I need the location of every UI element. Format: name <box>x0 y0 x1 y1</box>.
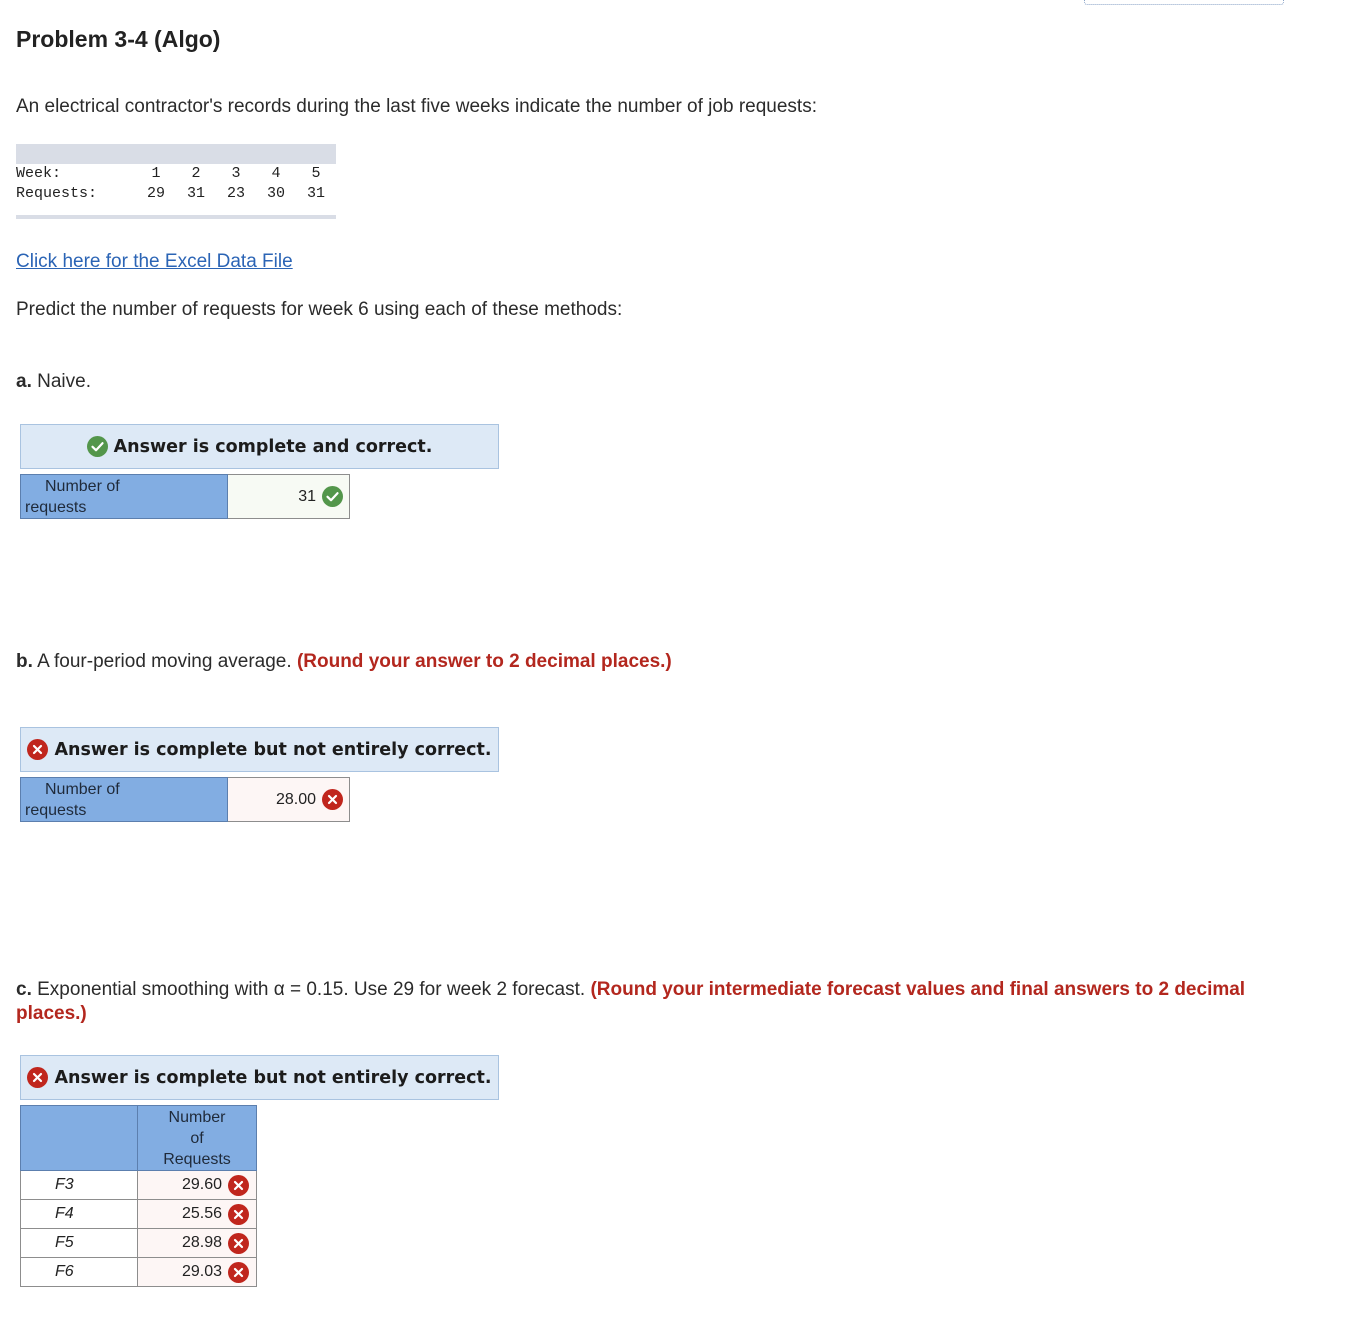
part-a-answer-value: 31 <box>298 487 316 505</box>
x-icon <box>27 739 48 760</box>
forecast-label: F4 <box>21 1200 138 1229</box>
x-icon <box>228 1233 249 1254</box>
table-row <box>21 1171 257 1200</box>
x-icon <box>27 1067 48 1088</box>
part-a-text: Naive. <box>31 371 91 392</box>
part-a-answer-row <box>20 474 350 519</box>
problem-intro: An electrical contractor's records during the last five weeks indicate the number of job requests: <box>16 96 817 117</box>
table-row <box>21 1200 257 1229</box>
part-a-question <box>16 370 91 394</box>
part-b-answer-input[interactable] <box>228 777 350 822</box>
page-title: Problem 3-4 (Algo) <box>16 26 221 52</box>
part-a-answer-label <box>20 474 228 519</box>
label-line-1: Number of <box>45 781 120 798</box>
week-cell: 3 <box>231 165 241 182</box>
check-icon <box>322 486 343 507</box>
label-line-2: requests <box>25 802 87 819</box>
week-row <box>16 164 336 184</box>
x-icon <box>228 1204 249 1225</box>
part-c-text: Exponential smoothing with α = 0.15. Use 29 for week 2 forecast. <box>31 979 591 1000</box>
part-b-result-banner <box>20 727 499 772</box>
label-line-1: Number of <box>45 478 120 495</box>
forecast-input[interactable] <box>138 1200 257 1229</box>
header-line-1: Number <box>168 1108 226 1126</box>
forecast-label: F3 <box>21 1171 138 1200</box>
week-cell: 5 <box>311 165 321 182</box>
part-b-answer-label <box>20 777 228 822</box>
part-a-result-banner <box>20 424 499 469</box>
requests-cell: 29 <box>146 185 165 202</box>
table-row <box>21 1229 257 1258</box>
week-cell: 4 <box>271 165 281 182</box>
top-dotted-frame <box>1084 0 1284 5</box>
part-c-letter: c. <box>16 979 32 1000</box>
part-b-question <box>16 650 672 674</box>
requests-label: Requests: <box>16 185 98 202</box>
week-cell: 2 <box>191 165 201 182</box>
forecast-value: 29.03 <box>181 1263 222 1280</box>
part-b-hint: (Round your answer to 2 decimal places.) <box>296 651 672 672</box>
table-top-bar <box>16 144 336 164</box>
forecast-input[interactable] <box>138 1258 257 1287</box>
part-c-banner-text: Answer is complete but not entirely correct. <box>54 1067 492 1088</box>
table-row <box>21 1258 257 1287</box>
forecast-label: F5 <box>21 1229 138 1258</box>
part-c-result-banner <box>20 1055 499 1100</box>
part-b-banner-text: Answer is complete but not entirely correct. <box>54 739 492 760</box>
check-icon <box>87 436 108 457</box>
excel-data-file-link[interactable]: Click here for the Excel Data File <box>16 251 293 272</box>
x-icon <box>322 789 343 810</box>
week-label: Week: <box>16 165 62 182</box>
part-c-hint: (Round your intermediate forecast values and final answers to 2 decimal places.) <box>16 979 1246 1024</box>
x-icon <box>228 1175 249 1196</box>
requests-cell: 31 <box>186 185 205 202</box>
empty-header-cell <box>21 1106 138 1171</box>
exponential-smoothing-table <box>20 1105 257 1287</box>
requests-cell: 31 <box>306 185 325 202</box>
header-line-3: Requests <box>163 1150 231 1168</box>
requests-header <box>138 1106 257 1171</box>
forecast-value: 29.60 <box>181 1176 222 1193</box>
predict-prompt: Predict the number of requests for week 6 using each of these methods: <box>16 299 623 320</box>
table-bottom-bar <box>16 215 336 219</box>
requests-cell: 23 <box>226 185 245 202</box>
week-cell: 1 <box>151 165 161 182</box>
forecast-value: 25.56 <box>181 1205 222 1222</box>
forecast-value: 28.98 <box>181 1234 222 1251</box>
forecast-label: F6 <box>21 1258 138 1287</box>
requests-row <box>16 184 336 204</box>
part-b-letter: b. <box>16 651 33 672</box>
part-b-answer-row <box>20 777 350 822</box>
part-a-answer-input[interactable] <box>228 474 350 519</box>
table-header-row <box>21 1106 257 1171</box>
x-icon <box>228 1262 249 1283</box>
part-b-answer-value: 28.00 <box>275 790 316 808</box>
weekly-requests-table <box>16 144 336 219</box>
part-b-text: A four-period moving average. <box>32 651 297 672</box>
part-c-question <box>16 978 1306 1026</box>
header-line-2: of <box>190 1129 204 1147</box>
forecast-input[interactable] <box>138 1171 257 1200</box>
label-line-2: requests <box>25 499 87 516</box>
requests-cell: 30 <box>266 185 285 202</box>
forecast-input[interactable] <box>138 1229 257 1258</box>
part-a-banner-text: Answer is complete and correct. <box>113 436 433 457</box>
part-a-letter: a. <box>16 371 32 392</box>
